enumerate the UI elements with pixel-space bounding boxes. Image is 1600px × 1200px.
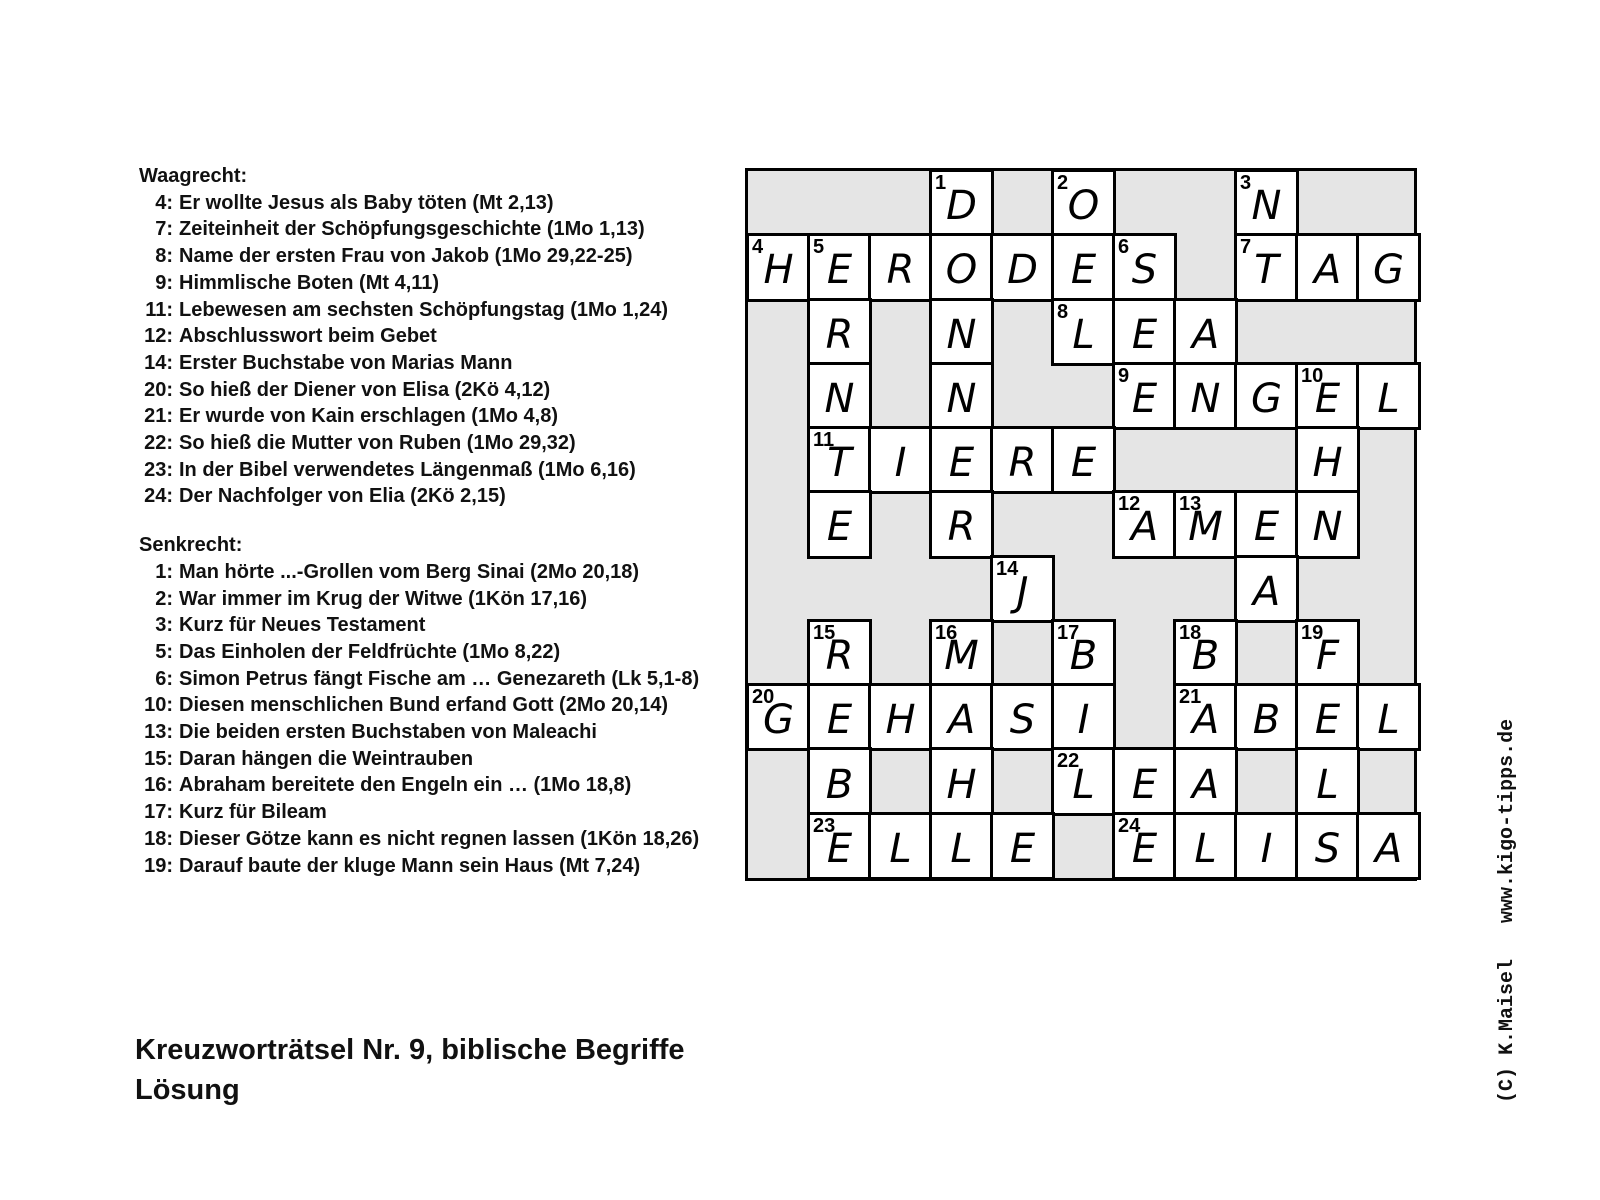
grid-cell[interactable] (870, 235, 931, 299)
cell-number: 19 (1301, 621, 1324, 644)
clue-number: 9: (155, 271, 173, 294)
grid-cell[interactable] (1053, 428, 1114, 492)
cell-letter: E (1253, 504, 1280, 551)
grid-cell[interactable] (1175, 300, 1236, 364)
clue-number: 10: (144, 694, 173, 717)
grid-cell[interactable] (931, 492, 992, 556)
cell-letter: I (894, 440, 907, 487)
cell-letter: E (1070, 247, 1097, 294)
grid-cell[interactable] (931, 685, 992, 749)
blocked-cell (809, 171, 870, 235)
blocked-cell (748, 557, 809, 621)
cell-letter: E (826, 504, 853, 551)
cell-letter: L (950, 825, 973, 872)
cell-letter: E (1314, 697, 1341, 744)
grid-cell[interactable] (809, 814, 870, 878)
grid-cell[interactable] (870, 428, 931, 492)
blocked-cell (992, 492, 1053, 556)
blocked-cell (748, 492, 809, 556)
cell-letter: H (885, 697, 916, 744)
clue-number: 11: (145, 298, 173, 321)
cell-number: 20 (752, 686, 775, 709)
down-clues (139, 559, 719, 879)
grid-cell[interactable] (931, 749, 992, 813)
cell-letter: L (889, 825, 912, 872)
grid-cell[interactable] (1297, 749, 1358, 813)
grid-cell[interactable] (809, 685, 870, 749)
blocked-cell (748, 428, 809, 492)
clue-text: Zeiteinheit der Schöpfungsgeschichte (1Mo 1,13) (179, 218, 645, 241)
cell-letter: B (1191, 633, 1220, 680)
clue-text: Man hörte ...-Grollen vom Berg Sinai (2Mo 20,18) (179, 560, 640, 583)
cell-number: 11 (813, 429, 835, 452)
cell-letter: E (1009, 825, 1036, 872)
clue-text: So hieß die Mutter von Ruben (1Mo 29,32) (179, 432, 576, 455)
grid-cell[interactable] (809, 428, 870, 492)
grid-cell[interactable] (992, 814, 1053, 878)
grid-cell[interactable] (1053, 300, 1114, 364)
blocked-cell (870, 171, 931, 235)
grid-cell[interactable] (1053, 749, 1114, 813)
grid-cell[interactable] (931, 621, 992, 685)
blocked-cell (1358, 171, 1419, 235)
grid-cell[interactable] (1297, 621, 1358, 685)
cell-letter: J (1016, 568, 1029, 615)
blocked-cell (1175, 235, 1236, 299)
blocked-cell (748, 300, 809, 364)
cell-letter: A (947, 697, 976, 744)
blocked-cell (1358, 557, 1419, 621)
cell-letter: R (1008, 440, 1037, 487)
clue-number: 15: (144, 747, 173, 770)
cell-letter: L (1194, 825, 1217, 872)
cell-number: 24 (1118, 814, 1141, 837)
grid-cell[interactable] (1236, 364, 1297, 428)
blocked-cell (1236, 621, 1297, 685)
cell-letter: H (1312, 440, 1343, 487)
blocked-cell (1114, 685, 1175, 749)
clue-text: Abschlusswort beim Gebet (179, 325, 437, 348)
cell-number: 5 (813, 236, 825, 259)
cell-number: 7 (1240, 236, 1252, 259)
down-clue (139, 639, 719, 666)
down-clue (139, 692, 719, 719)
clue-text: Kurz für Bileam (179, 801, 327, 824)
blocked-cell (1358, 428, 1419, 492)
grid-cell[interactable] (1175, 364, 1236, 428)
cell-letter: G (1373, 247, 1404, 294)
clue-number: 17: (144, 801, 173, 824)
cell-letter: I (1077, 697, 1090, 744)
grid-cell[interactable] (1236, 557, 1297, 621)
blocked-cell (748, 621, 809, 685)
grid-cell[interactable] (1114, 814, 1175, 878)
clue-number: 22: (144, 432, 173, 455)
grid-cell[interactable] (992, 685, 1053, 749)
cell-letter: N (1251, 183, 1282, 230)
grid-cell[interactable] (748, 235, 809, 299)
clue-number: 3: (155, 614, 173, 637)
blocked-cell (1297, 300, 1358, 364)
blocked-cell (1297, 557, 1358, 621)
cell-number: 22 (1057, 750, 1080, 773)
clue-number: 8: (155, 245, 173, 268)
cell-letter: R (825, 311, 854, 358)
cell-number: 21 (1179, 686, 1202, 709)
blocked-cell (870, 557, 931, 621)
across-clue (139, 216, 719, 243)
clue-number: 19: (144, 854, 173, 877)
grid-cell[interactable] (809, 364, 870, 428)
blocked-cell (1114, 428, 1175, 492)
cell-letter: N (824, 375, 855, 422)
across-clue (139, 457, 719, 484)
cell-letter: T (827, 440, 852, 487)
cell-number: 10 (1301, 364, 1324, 387)
grid-cell[interactable] (1297, 428, 1358, 492)
clue-text: Daran hängen die Weintrauben (179, 747, 474, 770)
clue-text: War immer im Krug der Witwe (1Kön 17,16) (179, 587, 588, 610)
clue-number: 20: (144, 378, 173, 401)
grid-cell[interactable] (1236, 814, 1297, 878)
cell-number: 6 (1118, 236, 1130, 259)
grid-cell[interactable] (1175, 492, 1236, 556)
grid-cell[interactable] (1297, 814, 1358, 878)
grid-cell[interactable] (1236, 492, 1297, 556)
across-clue (139, 243, 719, 270)
cell-letter: H (946, 761, 977, 808)
cell-letter: T (1254, 247, 1279, 294)
cell-letter: B (1252, 697, 1281, 744)
clue-text: Himmlische Boten (Mt 4,11) (179, 271, 440, 294)
cell-number: 9 (1118, 364, 1130, 387)
cell-number: 14 (996, 557, 1019, 580)
grid-cell[interactable] (809, 235, 870, 299)
down-clue (139, 666, 719, 693)
across-clue (139, 323, 719, 350)
cell-letter: F (1315, 633, 1339, 680)
clue-text: Kurz für Neues Testament (179, 614, 426, 637)
grid-cell[interactable] (1175, 685, 1236, 749)
title-line-2: Lösung (135, 1074, 240, 1106)
cell-number: 3 (1240, 172, 1252, 194)
puzzle-title (135, 1030, 685, 1110)
cell-letter: R (947, 504, 976, 551)
grid-cell[interactable] (931, 814, 992, 878)
grid-cell[interactable] (809, 492, 870, 556)
grid-cell[interactable] (1114, 749, 1175, 813)
clue-number: 1: (155, 560, 173, 583)
cell-letter: A (1313, 247, 1342, 294)
grid-cell[interactable] (1114, 235, 1175, 299)
grid-cell[interactable] (1053, 621, 1114, 685)
down-clue (139, 719, 719, 746)
blocked-cell (1358, 492, 1419, 556)
blocked-cell (809, 557, 870, 621)
credits (1496, 719, 1519, 1103)
cell-letter: R (886, 247, 915, 294)
blocked-cell (1236, 300, 1297, 364)
grid-cell[interactable] (1053, 235, 1114, 299)
blocked-cell (931, 557, 992, 621)
cell-number: 16 (935, 621, 958, 644)
cell-letter: S (1314, 825, 1341, 872)
clue-number: 24: (144, 485, 173, 508)
cell-letter: N (946, 311, 977, 358)
grid-cell[interactable] (1358, 364, 1419, 428)
blocked-cell (1358, 621, 1419, 685)
blocked-cell (1236, 749, 1297, 813)
cell-letter: E (826, 825, 853, 872)
blocked-cell (1236, 428, 1297, 492)
cell-letter: E (1131, 311, 1158, 358)
blocked-cell (748, 171, 809, 235)
cell-letter: H (763, 247, 794, 294)
grid-cell[interactable] (1297, 492, 1358, 556)
clue-number: 16: (144, 774, 173, 797)
grid-cell[interactable] (1358, 814, 1419, 878)
across-clue (139, 297, 719, 324)
cell-letter: S (1131, 247, 1158, 294)
grid-cell[interactable] (1297, 685, 1358, 749)
clue-number: 2: (155, 587, 173, 610)
blocked-cell (748, 814, 809, 878)
blocked-cell (1358, 749, 1419, 813)
cell-number: 1 (935, 172, 947, 194)
cell-letter: L (1377, 697, 1400, 744)
blocked-cell (992, 171, 1053, 235)
grid-cell[interactable] (931, 171, 992, 235)
grid-cell[interactable] (1358, 235, 1419, 299)
clue-number: 13: (144, 721, 173, 744)
grid-cell[interactable] (1114, 300, 1175, 364)
across-heading: Waagrecht: (139, 165, 248, 187)
blocked-cell (1297, 171, 1358, 235)
across-clue (139, 483, 719, 510)
across-clue (139, 190, 719, 217)
blocked-cell (748, 364, 809, 428)
blocked-cell (1175, 428, 1236, 492)
blocked-cell (1358, 300, 1419, 364)
clue-text: Lebewesen am sechsten Schöpfungstag (1Mo 1,24) (179, 298, 669, 321)
blocked-cell (1175, 171, 1236, 235)
blocked-cell (992, 300, 1053, 364)
blocked-cell (870, 300, 931, 364)
grid-cell[interactable] (1175, 621, 1236, 685)
clue-number: 7: (155, 218, 173, 241)
blocked-cell (870, 492, 931, 556)
grid-cell[interactable] (1236, 235, 1297, 299)
grid-cell[interactable] (1053, 171, 1114, 235)
clue-text: Simon Petrus fängt Fische am … Genezareth (Lk 5,1-8) (179, 667, 700, 690)
blocked-cell (992, 749, 1053, 813)
clue-text: Das Einholen der Feldfrüchte (1Mo 8,22) (179, 640, 561, 663)
blocked-cell (870, 364, 931, 428)
clue-text: In der Bibel verwendetes Längenmaß (1Mo 6,16) (179, 458, 636, 481)
clue-number: 6: (155, 667, 173, 690)
clue-text: Erster Buchstabe von Marias Mann (179, 351, 513, 374)
cell-number: 18 (1179, 621, 1202, 644)
clue-list (139, 163, 719, 879)
grid-cell[interactable] (931, 364, 992, 428)
cell-letter: N (1190, 375, 1221, 422)
copyright-text: (C) K.Maisel (1496, 958, 1519, 1103)
across-clue (139, 403, 719, 430)
cell-letter: O (1067, 183, 1100, 230)
cell-letter: D (946, 183, 977, 230)
title-line-1: Kreuzworträtsel Nr. 9, biblische Begriffe (135, 1034, 685, 1066)
down-clue (139, 746, 719, 773)
clue-text: Er wurde von Kain erschlagen (1Mo 4,8) (179, 405, 558, 428)
cell-letter: A (1130, 504, 1159, 551)
cell-number: 17 (1057, 621, 1080, 644)
grid-cell[interactable] (809, 621, 870, 685)
down-clue (139, 826, 719, 853)
across-clue (139, 430, 719, 457)
blocked-cell (1175, 557, 1236, 621)
grid-cell[interactable] (1297, 364, 1358, 428)
clue-text: So hieß der Diener von Elisa (2Kö 4,12) (179, 378, 551, 401)
grid-cell[interactable] (931, 300, 992, 364)
cell-letter: E (1131, 761, 1158, 808)
clue-number: 4: (155, 191, 173, 214)
blocked-cell (1053, 492, 1114, 556)
down-heading: Senkrecht: (139, 534, 243, 557)
cell-letter: N (946, 375, 977, 422)
clue-text: Darauf baute der kluge Mann sein Haus (Mt 7,24) (179, 854, 641, 877)
blocked-cell (1053, 557, 1114, 621)
clue-number: 12: (144, 325, 173, 348)
clue-text: Abraham bereitete den Engeln ein … (1Mo 18,8) (179, 774, 632, 797)
cell-letter: E (826, 247, 853, 294)
down-clue (139, 799, 719, 826)
cell-letter: L (1072, 761, 1095, 808)
cell-letter: B (1069, 633, 1098, 680)
cell-letter: I (1260, 825, 1273, 872)
grid-cell[interactable] (1114, 492, 1175, 556)
clue-text: Der Nachfolger von Elia (2Kö 2,15) (179, 485, 506, 508)
cell-number: 15 (813, 621, 836, 644)
blocked-cell (870, 749, 931, 813)
cell-letter: M (1188, 504, 1223, 551)
blocked-cell (1114, 557, 1175, 621)
clue-number: 14: (144, 351, 173, 374)
cell-letter: L (1072, 311, 1095, 358)
blocked-cell (1114, 621, 1175, 685)
down-clue (139, 772, 719, 799)
grid-cell[interactable] (1236, 171, 1297, 235)
down-clue (139, 559, 719, 586)
cell-letter: L (1377, 375, 1400, 422)
blocked-cell (992, 364, 1053, 428)
blocked-cell (1053, 814, 1114, 878)
cell-letter: E (948, 440, 975, 487)
across-clue (139, 270, 719, 297)
across-clues (139, 190, 719, 510)
grid-cell[interactable] (1358, 685, 1419, 749)
cell-number: 12 (1118, 493, 1141, 516)
clue-number: 5: (155, 640, 173, 663)
cell-letter: M (944, 633, 979, 680)
cell-letter: A (1191, 311, 1220, 358)
clue-text: Die beiden ersten Buchstaben von Maleachi (179, 721, 597, 744)
clue-text: Diesen menschlichen Bund erfand Gott (2Mo 20,14) (179, 694, 668, 717)
clue-number: 23: (144, 458, 173, 481)
grid-cell[interactable] (1297, 235, 1358, 299)
clue-number: 21: (144, 405, 173, 428)
blocked-cell (870, 621, 931, 685)
cell-letter: R (825, 633, 854, 680)
grid-cell[interactable] (992, 557, 1053, 621)
cell-letter: O (945, 247, 978, 294)
cell-letter: A (1252, 568, 1281, 615)
down-clue (139, 586, 719, 613)
grid-cell[interactable] (809, 300, 870, 364)
cell-number: 13 (1179, 493, 1202, 516)
grid-cell[interactable] (809, 749, 870, 813)
cell-number: 2 (1057, 172, 1069, 194)
website-link[interactable]: www.kigo-tipps.de (1496, 718, 1519, 923)
grid-cell[interactable] (931, 235, 992, 299)
cell-letter: D (1007, 247, 1038, 294)
clue-text: Er wollte Jesus als Baby töten (Mt 2,13) (179, 191, 554, 214)
cell-number: 4 (752, 236, 764, 259)
grid-cell[interactable] (931, 428, 992, 492)
cell-letter: E (1070, 440, 1097, 487)
cell-letter: G (763, 697, 794, 744)
blocked-cell (1114, 171, 1175, 235)
clue-text: Name der ersten Frau von Jakob (1Mo 29,22-25) (179, 245, 633, 268)
cell-letter: G (1251, 375, 1282, 422)
clue-text: Dieser Götze kann es nicht regnen lassen (1Kön 18,26) (179, 827, 700, 850)
cell-letter: E (826, 697, 853, 744)
cell-number: 8 (1057, 300, 1069, 323)
blocked-cell (992, 621, 1053, 685)
cell-letter: E (1131, 375, 1158, 422)
across-clue (139, 377, 719, 404)
cell-letter: A (1191, 761, 1220, 808)
blocked-cell (1053, 364, 1114, 428)
cell-letter: A (1374, 825, 1403, 872)
cell-letter: N (1312, 504, 1343, 551)
grid-cell[interactable] (1175, 814, 1236, 878)
blocked-cell (748, 749, 809, 813)
grid-cell[interactable] (748, 685, 809, 749)
grid-cell[interactable] (1175, 749, 1236, 813)
cell-letter: B (825, 761, 854, 808)
cell-letter: L (1316, 761, 1339, 808)
clue-number: 18: (144, 827, 173, 850)
cell-letter: E (1131, 825, 1158, 872)
down-clue (139, 853, 719, 880)
crossword-grid (745, 168, 1417, 881)
across-clue (139, 350, 719, 377)
cell-number: 23 (813, 814, 836, 837)
grid-cell[interactable] (992, 235, 1053, 299)
grid-cell[interactable] (1114, 364, 1175, 428)
grid-cell[interactable] (992, 428, 1053, 492)
grid-cell[interactable] (870, 814, 931, 878)
grid-cell[interactable] (1236, 685, 1297, 749)
grid-cell[interactable] (1053, 685, 1114, 749)
cell-letter: E (1314, 375, 1341, 422)
cell-letter: S (1009, 697, 1036, 744)
down-clue (139, 612, 719, 639)
cell-letter: A (1191, 697, 1220, 744)
grid-cell[interactable] (870, 685, 931, 749)
